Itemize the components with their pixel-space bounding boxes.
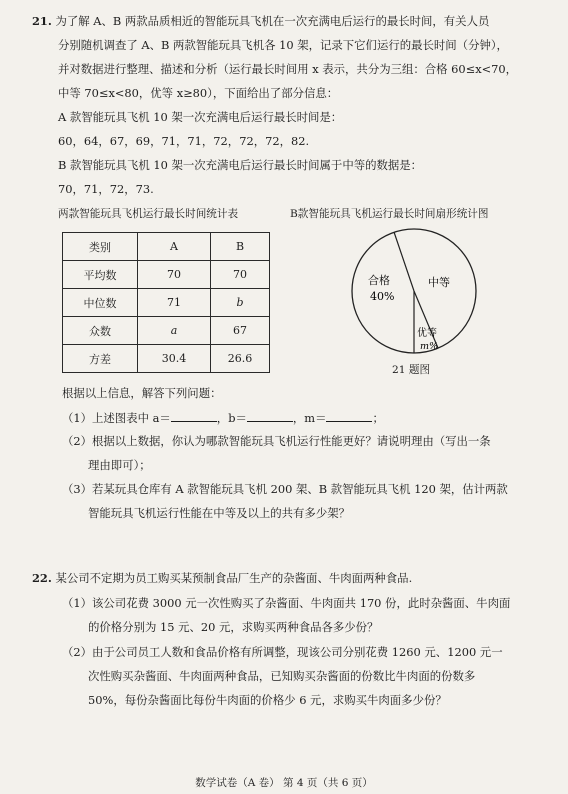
sub1-prefix: （1）上述图表中 a＝ bbox=[62, 411, 171, 425]
q21-a-label: A 款智能玩具飞机 10 架一次充满电后运行最长时间是： bbox=[58, 110, 343, 124]
page-footer: 数学试卷（A 卷） 第 4 页（共 6 页） bbox=[195, 777, 373, 789]
pie-label-medium: 中等 bbox=[428, 276, 450, 289]
q21-sub2-line-2: 理由即可）； bbox=[88, 458, 151, 472]
q22-sub1-line-1: （1）该公司花费 3000 元一次性购买了杂酱面、牛肉面共 170 份，此时杂酱面、牛肉面 bbox=[62, 596, 511, 610]
q21-number: 21. bbox=[32, 14, 52, 28]
cell-b: 67 bbox=[211, 317, 270, 345]
q21-intro-2: 分别随机调查了 A、B 两款智能玩具飞机各 10 架，记录下它们运行的最长时间（分钟）， bbox=[58, 38, 508, 52]
header-b: B bbox=[211, 233, 270, 261]
table-row bbox=[63, 345, 270, 373]
q21-b-data: 70，71，72，73. bbox=[58, 182, 154, 196]
table-caption: 两款智能玩具飞机运行最长时间统计表 bbox=[58, 208, 239, 220]
pie-label-excellent: 优等 bbox=[417, 328, 437, 339]
cell-a: a bbox=[138, 317, 211, 345]
cell-label: 众数 bbox=[63, 317, 138, 345]
answer-blank-a[interactable] bbox=[171, 410, 217, 422]
figure-label: 21 题图 bbox=[392, 364, 431, 376]
cell-label: 方差 bbox=[63, 345, 138, 373]
table-row bbox=[63, 289, 270, 317]
q21-sub1 bbox=[62, 410, 384, 426]
cell-a: 30.4 bbox=[138, 345, 211, 373]
q21-sub3-line-2: 智能玩具飞机运行性能在中等及以上的共有多少架？ bbox=[88, 506, 350, 520]
table-row bbox=[63, 317, 270, 345]
cell-a: 70 bbox=[138, 261, 211, 289]
q21-prompt: 根据以上信息，解答下列问题： bbox=[62, 386, 222, 400]
q22-number: 22. bbox=[32, 571, 52, 585]
cell-b: 70 bbox=[211, 261, 270, 289]
table-row bbox=[63, 261, 270, 289]
pie-label-excellent-pct: m% bbox=[420, 341, 439, 352]
sub1-end: ； bbox=[372, 411, 384, 425]
cell-b: b bbox=[211, 289, 270, 317]
q22-intro: 某公司不定期为员工购买某预制食品厂生产的杂酱面、牛肉面两种食品. bbox=[55, 571, 413, 585]
q21-intro-4: 中等 70≤x<80，优等 x≥80），下面给出了部分信息： bbox=[58, 86, 339, 100]
header-category: 类别 bbox=[63, 233, 138, 261]
answer-blank-m[interactable] bbox=[326, 410, 372, 422]
pie-divider bbox=[394, 232, 414, 291]
pie-chart bbox=[334, 226, 494, 376]
cell-a: 71 bbox=[138, 289, 211, 317]
q22-sub2-line-3: 50%，每份杂酱面比每份牛肉面的价格少 6 元，求购买牛肉面多少份？ bbox=[88, 693, 447, 707]
q22-sub1-line-2: 的价格分别为 15 元、20 元，求购买两种食品各多少份？ bbox=[88, 620, 379, 634]
table-header-row bbox=[63, 233, 270, 261]
q21-intro-3: 并对数据进行整理、描述和分析（运行最长时间用 x 表示，共分为三组：合格 60≤x<70， bbox=[58, 62, 518, 76]
stats-table bbox=[62, 232, 270, 373]
pie-label-pass: 合格 bbox=[368, 274, 390, 287]
pie-caption: B款智能玩具飞机运行最长时间扇形统计图 bbox=[290, 208, 489, 220]
pie-divider bbox=[414, 291, 438, 348]
q21-intro-1: 为了解 A、B 两款品质相近的智能玩具飞机在一次充满电后运行的最长时间，有关人员 bbox=[55, 14, 490, 28]
q21-line-1 bbox=[32, 14, 489, 29]
sub1-m-label: ，m＝ bbox=[292, 411, 327, 425]
cell-label: 平均数 bbox=[63, 261, 138, 289]
q21-sub2-line-1: （2）根据以上数据，你认为哪款智能玩具飞机运行性能更好？请说明理由（写出一条 bbox=[62, 434, 491, 448]
cell-label: 中位数 bbox=[63, 289, 138, 317]
sub1-b-label: ，b＝ bbox=[216, 411, 247, 425]
cell-b: 26.6 bbox=[211, 345, 270, 373]
q22-line-1 bbox=[32, 571, 412, 586]
q21-b-label: B 款智能玩具飞机 10 架一次充满电后运行最长时间属于中等的数据是： bbox=[58, 158, 423, 172]
header-a: A bbox=[138, 233, 211, 261]
q21-sub3-line-1: （3）若某玩具仓库有 A 款智能玩具飞机 200 架、B 款智能玩具飞机 120 架，估计两款 bbox=[62, 482, 508, 496]
q22-sub2-line-2: 次性购买杂酱面、牛肉面两种食品，已知购买杂酱面的份数比牛肉面的份数多 bbox=[88, 669, 476, 683]
q22-sub2-line-1: （2）由于公司员工人数和食品价格有所调整，现该公司分别花费 1260 元、1200 元一 bbox=[62, 645, 503, 659]
q21-a-data: 60，64，67，69，71，71，72，72，72，82. bbox=[58, 134, 310, 148]
pie-label-pass-pct: 40% bbox=[370, 290, 395, 303]
answer-blank-b[interactable] bbox=[247, 410, 293, 422]
